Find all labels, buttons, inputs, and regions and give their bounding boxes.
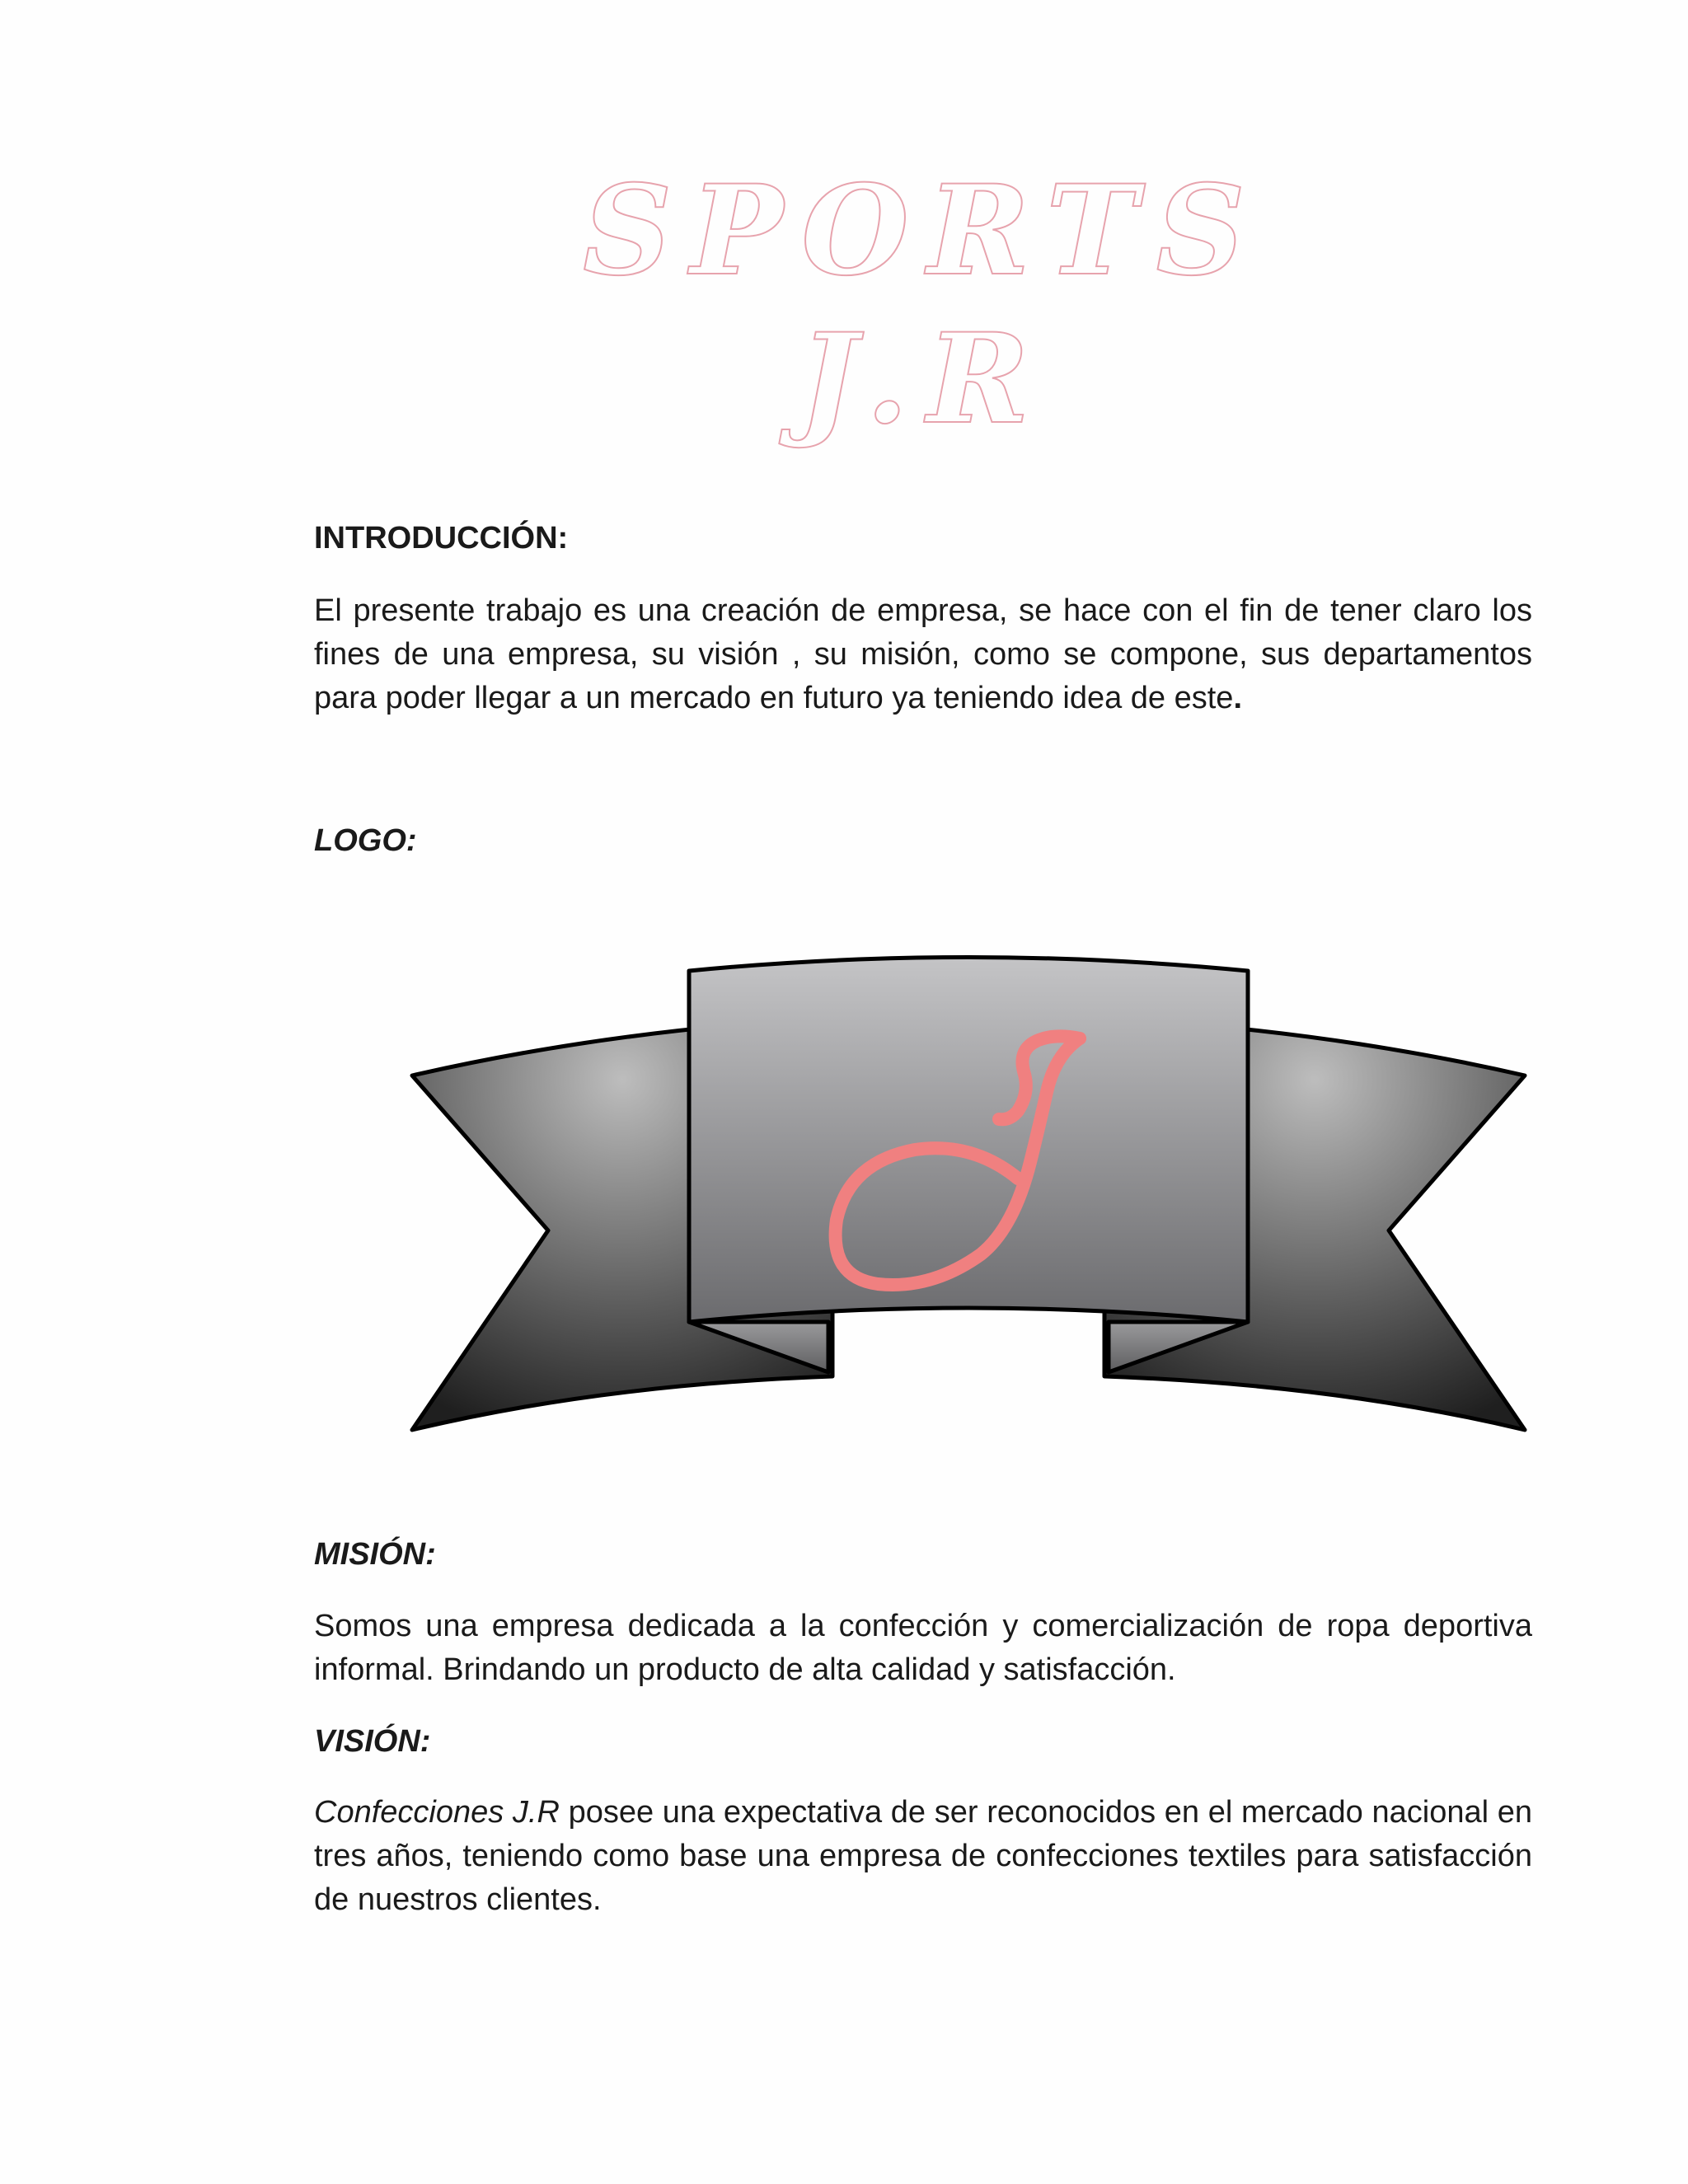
vision-text: posee una expectativa de ser reconocidos en el mercado nacional en tres años, teniendo como base una empresa de confecciones textiles para satisfacción de nuestros clientes.: [314, 1795, 1532, 1917]
ribbon-logo: [404, 948, 1533, 1442]
sports-jr-title: [495, 157, 1352, 453]
mision-heading: MISIÓN:: [314, 1537, 436, 1572]
vision-paragraph: [314, 1791, 1532, 1922]
introduccion-end-mark: .: [1233, 681, 1242, 715]
title-line-1: SPORTS: [583, 158, 1264, 303]
mision-paragraph: Somos una empresa dedicada a la confección y comercialización de ropa deportiva informal. Brindando un producto de alta calidad y satisfacción.: [314, 1609, 1532, 1687]
introduccion-text: El presente trabajo es una creación de empresa, se hace con el fin de tener claro los fines de una empresa, su visión , su misión, como se compone, sus departamentos para poder llegar a un mercado en futuro ya teniendo idea de este: [314, 593, 1532, 715]
title-line-2: J.R: [798, 307, 1048, 452]
vision-company-name: Confecciones J.R: [314, 1795, 560, 1830]
introduccion-heading: INTRODUCCIÓN:: [314, 521, 569, 555]
ribbon-logo-graphic: [404, 948, 1533, 1442]
vision-heading: VISIÓN:: [314, 1724, 431, 1759]
logo-heading: LOGO:: [314, 823, 417, 858]
introduccion-paragraph: [314, 589, 1532, 720]
